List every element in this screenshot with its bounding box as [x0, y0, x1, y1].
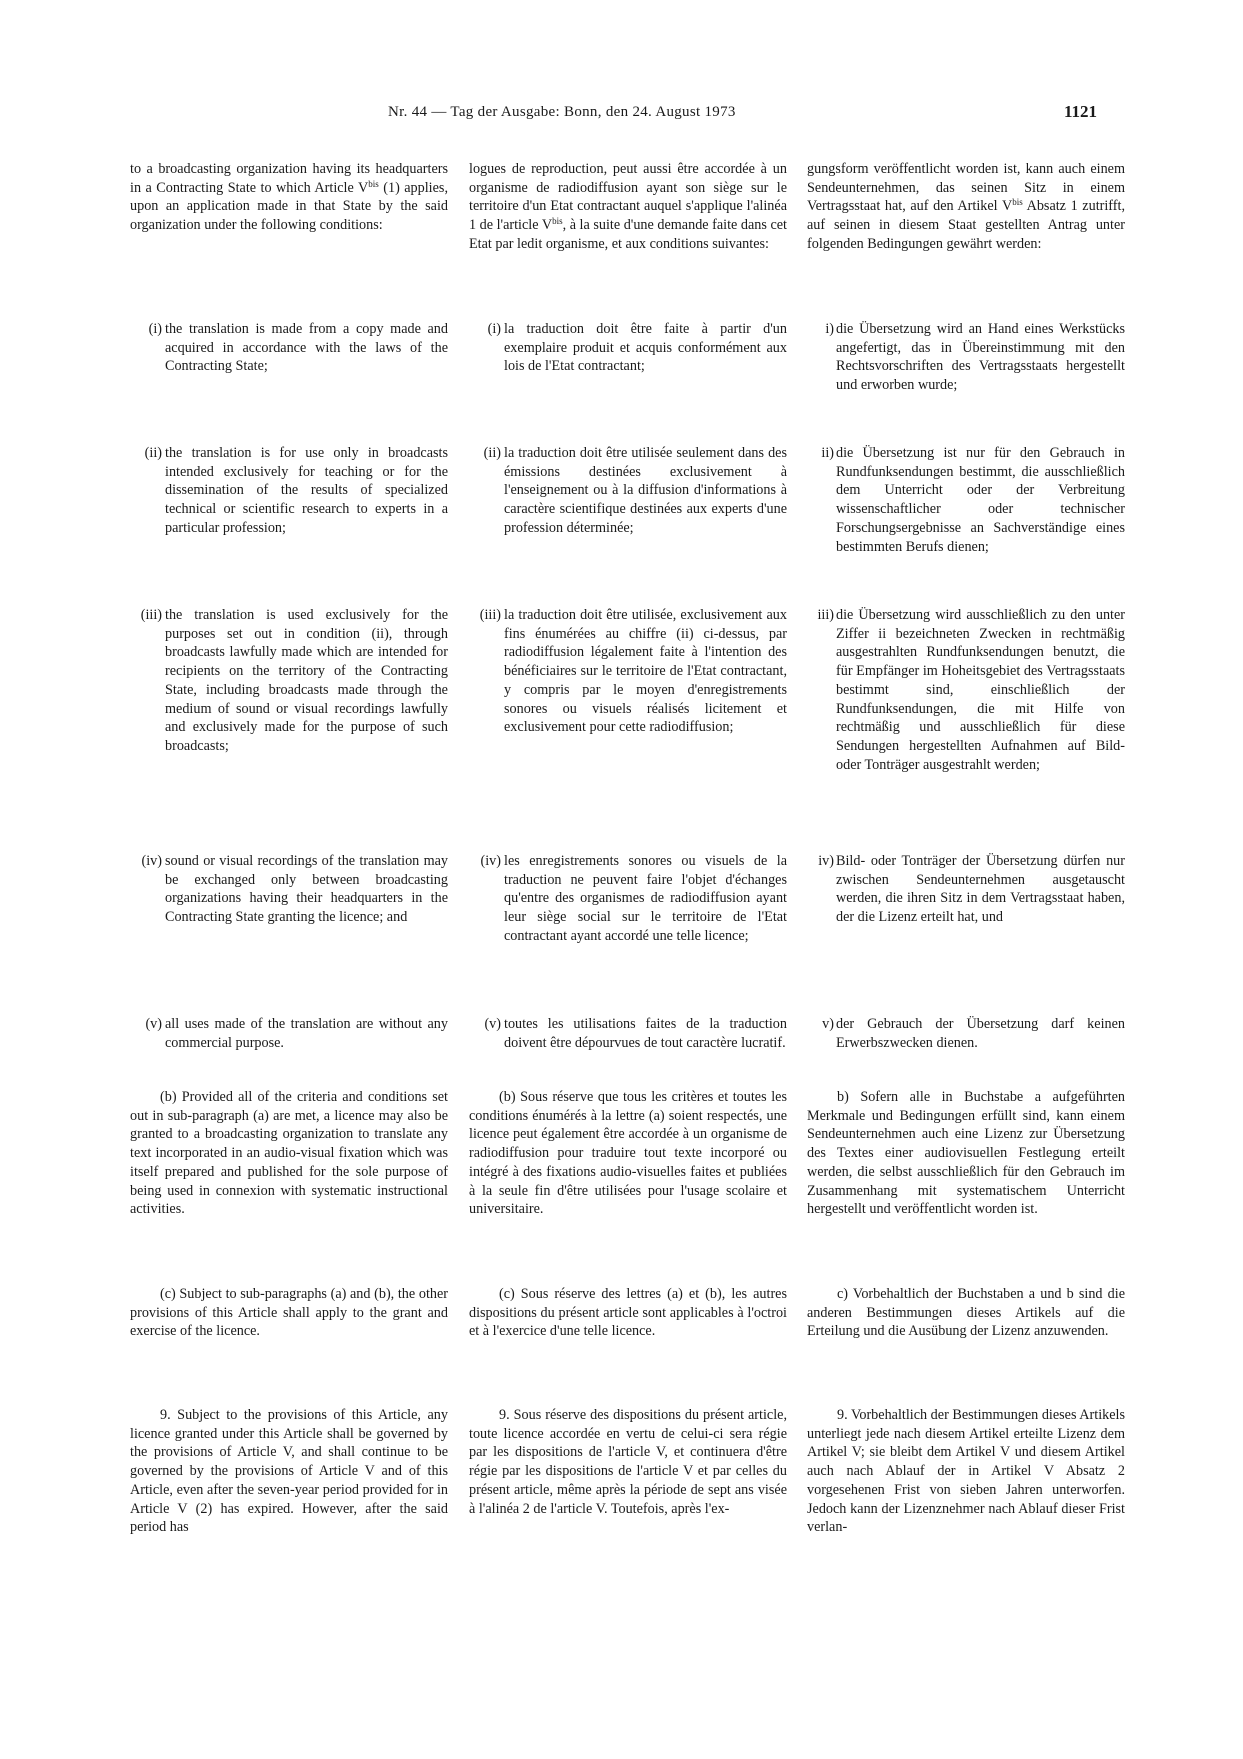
english-condition-iv: (iv) sound or visual recordings of the translation may be exchanged only between broadcasting organizations having their headquarters in the Contracting State granting the licence; and — [141, 853, 448, 926]
running-head: Nr. 44 — Tag der Ausgabe: Bonn, den 24. August 1973 — [388, 104, 736, 120]
german-condition-iv: iv) Bild- oder Tonträger der Übersetzung dürfen nur zwischen Sendeunternehmen ausgetauscht werden, die ihren Sitz in dem Vertragsstaat haben, der die Lizenz erteilt hat, und — [818, 853, 1125, 926]
german-condition-iii: iii) die Übersetzung wird ausschließlich zu den unter Ziffer ii bezeichneten Zwecken in rechtmäßig ausgestrahlten Rundfunksendungen benutzt, die für Empfänger im Hoheitsgebiet des Vertragsstaats bestimmt sind, einschließlich der Rundfunksendungen, die mit Hilfe von rechtmäßig und ausschließlich für diese Sendungen hergestellten Aufnahmen auf Bild- oder Tonträger ausgestrahlt werden; — [817, 607, 1125, 773]
page-header — [0, 104, 1243, 128]
english-condition-v: (v) all uses made of the translation are without any commercial purpose. — [145, 1016, 448, 1051]
english-paragraph-9: 9. Subject to the provisions of this Article, any licence granted under this Article shall be governed by the provisions of Article V, and shall continue to be governed by the provisions of Article V and of this Article, even after the seven-year period provided for in Article V (2) has expired. However, after the said period has — [130, 1407, 448, 1536]
german-paragraph-b: b) Sofern alle in Buchstabe a aufgeführten Merkmale und Bedingungen erfüllt sind, kann einem Sendeunternehmen auch eine Lizenz zur Übersetzung des Textes einer audiovisuellen Festlegung erteilt werden, die selbst ausschließlich für den Gebrauch im Zusammenhang mit systematischem Unterricht hergestellt und veröffentlicht worden ist. — [807, 1089, 1125, 1218]
french-condition-v: (v) toutes les utilisations faites de la traduction doivent être dépourvues de tout caractère lucratif. — [484, 1016, 787, 1051]
french-condition-iv: (iv) les enregistrements sonores ou visuels de la traduction ne peuvent faire l'objet d'échanges qu'entre des organismes de radiodiffusion ayant leur siège social sur le territoire de l'Etat contractant ayant accordé une telle licence; — [480, 853, 787, 944]
german-condition-i: i) die Übersetzung wird an Hand eines Werkstücks angefertigt, das in Übereinstimmung mit den Rechtsvorschriften des Vertragsstaats hergestellt und erworben wurde; — [825, 321, 1125, 394]
german-condition-v: v) der Gebrauch der Übersetzung darf keinen Erwerbszwecken dienen. — [822, 1016, 1125, 1051]
german-paragraph-9: 9. Vorbehaltlich der Bestimmungen dieses Artikels unterliegt jede nach diesem Artikel erteilte Lizenz dem Artikel V; sie bleibt dem Artikel V und diesem Artikel auch nach Ablauf der in Artikel V Absatz 2 vorgesehenen Frist von sieben Jahren unterworfen. Jedoch kann der Lizenznehmer nach Ablauf dieser Frist verlan- — [807, 1407, 1125, 1536]
french-condition-iii: (iii) la traduction doit être utilisée, exclusivement aux fins énumérées au chiffre (ii) ci-dessus, par radiodiffusion légalement faite à l'intention des bénéficiaires sur le territoire de l'Etat contractant, y compris par le moyen d'enregistrements sonores ou visuels réalisés licitement et exclusivement pour cette radiodiffusion; — [479, 607, 787, 736]
english-paragraph-c: (c) Subject to sub-paragraphs (a) and (b), the other provisions of this Article shall apply to the grant and exercise of the licence. — [130, 1286, 448, 1340]
french-intro: logues de reproduction, peut aussi être accordée à un organisme de radiodiffusion ayant son siège sur le territoire d'un Etat contractant auquel s'applique l'alinéa 1 de l'article $V^{bis}$, à la suite d'une demande faite dans cet Etat par ledit organisme, et aux conditions suivantes: — [469, 161, 787, 252]
french-condition-ii: (ii) la traduction doit être utilisée seulement dans des émissions destinées exclusivement à l'enseignement ou à la diffusion d'informations à caractère scientifique destinées aux experts d'une profession déterminée; — [483, 445, 787, 536]
english-condition-i: (i) the translation is made from a copy made and acquired in accordance with the laws of the Contracting State; — [148, 321, 448, 375]
english-paragraph-b: (b) Provided all of the criteria and conditions set out in sub-paragraph (a) are met, a licence may also be granted to a broadcasting organization to translate any text incorporated in an audio-visual fixation which was itself prepared and published for the sole purpose of being used in connexion with systematic instructional activities. — [130, 1089, 448, 1218]
french-paragraph-b: (b) Sous réserve que tous les critères et toutes les conditions énumérés à la lettre (a) soient respectés, une licence peut également être accordée à un organisme de radiodiffusion pour traduire tout texte incorporé ou intégré à des fixations audio-visuelles faites et publiées à la seule fin d'être utilisées pour l'usage scolaire et universitaire. — [469, 1089, 787, 1218]
french-condition-i: (i) la traduction doit être faite à partir d'un exemplaire produit et acquis conformément aux lois de l'Etat contractant; — [487, 321, 787, 375]
english-condition-iii: (iii) the translation is used exclusively for the purposes set out in condition (ii), through broadcasts lawfully made which are intended for recipients on the territory of the Contracting State, including broadcasts made through the medium of sound or visual recordings lawfully and exclusively made for the purpose of such broadcasts; — [140, 607, 448, 754]
german-condition-ii: ii) die Übersetzung ist nur für den Gebrauch in Rundfunksendungen bestimmt, die ausschließlich dem Unterricht oder der Verbreitung wissenschaftlicher oder technischer Forschungsergebnisse an Sachverständige eines bestimmten Berufs dienen; — [821, 445, 1125, 555]
german-paragraph-c: c) Vorbehaltlich der Buchstaben a und b sind die anderen Bestimmungen dieses Artikels auf die Erteilung und die Ausübung der Lizenz anzuwenden. — [807, 1286, 1125, 1340]
german-intro: gungsform veröffentlicht worden ist, kann auch einem Sendeunternehmen, das seinen Sitz in einem Vertragsstaat hat, auf den Artikel $V^{bis}$ Absatz 1 zutrifft, auf seinen in diesem Staat gestellten Antrag unter folgenden Bedingungen gewährt werden: — [807, 161, 1125, 252]
french-paragraph-9: 9. Sous réserve des dispositions du présent article, toute licence accordée en vertu de celui-ci sera régie par les dispositions de l'article V, et continuera d'être régie par les dispositions de l'article V et par celles du présent article, même après la période de sept ans visée à l'alinéa 2 de l'article V. Toutefois, après l'ex- — [469, 1407, 787, 1517]
page-number: 1121 — [1064, 102, 1098, 121]
english-intro: to a broadcasting organization having its headquarters in a Contracting State to which Article $V^{bis}$ (1) applies, upon an application made in that State by the said organization under the following conditions: — [130, 161, 448, 234]
french-paragraph-c: (c) Sous réserve des lettres (a) et (b), les autres dispositions du présent article sont applicables à l'octroi et à l'exercice d'une telle licence. — [469, 1286, 787, 1340]
english-condition-ii: (ii) the translation is for use only in broadcasts intended exclusively for teaching or for the dissemination of the results of specialized technical or scientific research to experts in a particular profession; — [144, 445, 448, 536]
